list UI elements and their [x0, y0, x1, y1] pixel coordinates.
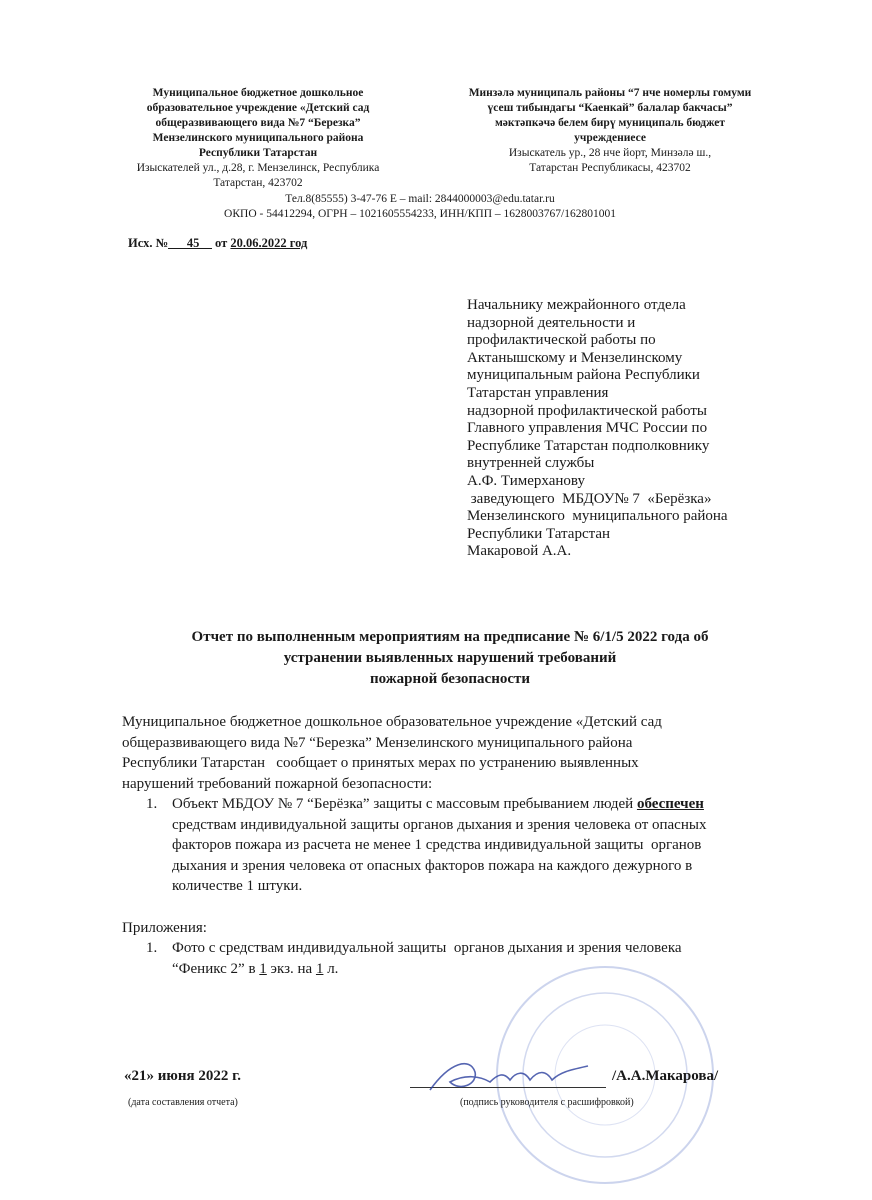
report-date: «21» июня 2022 г.	[124, 1068, 241, 1084]
outgoing-from: от	[215, 236, 228, 250]
header-right-block	[440, 86, 780, 176]
title-line: пожарной безопасности	[369, 671, 531, 687]
outgoing-date: 20.06.2022 год	[230, 236, 308, 250]
addressee-line: надзорной деятельности и	[467, 314, 636, 331]
intro-line: Муниципальное бюджетное дошкольное образовательное учреждение «Детский сад	[122, 714, 662, 730]
org-name-line: Республики Татарстан	[198, 147, 318, 159]
list-item-number: 1.	[146, 796, 158, 812]
addressee-line: Республике Татарстан подполковнику	[467, 437, 710, 454]
item-text: факторов пожара из расчета не менее 1 средства индивидуальной защиты органов	[172, 837, 702, 853]
org-name-tat-line: үсеш тибындагы “Каенкай” балалар бакчасы”	[487, 102, 733, 114]
attachment-count: 1	[259, 960, 267, 977]
contact-registry-codes: ОКПО - 54412294, ОГРН – 1021605554233, ИНН/КПП – 1628003767/162801001	[224, 208, 616, 220]
addressee-block	[467, 297, 807, 561]
addressee-line: муниципальным района Республики	[467, 367, 700, 384]
item-text: Объект МБДОУ № 7 “Берёзка” защиты с массовым пребыванием людей	[172, 796, 637, 812]
addressee-line: Главного управления МЧС России по	[467, 420, 708, 437]
signer-name: /А.А.Макарова/	[612, 1068, 719, 1084]
org-address-tat-line: Изыскатель ур., 28 нче йорт, Минзәлә ш.,	[508, 147, 712, 159]
addressee-line: Мензелинского муниципального района	[467, 508, 728, 525]
addressee-line: Актанышскому и Мензелинскому	[467, 349, 683, 366]
addressee-line: Татарстан управления	[467, 384, 609, 401]
org-name-line: Муниципальное бюджетное дошкольное	[152, 87, 364, 99]
addressee-line: профилактической работы по	[467, 332, 656, 349]
addressee-line: заведующего МБДОУ№ 7 «Берёзка»	[467, 490, 712, 507]
item-text: средствам индивидуальной защиты органов дыхания и зрения человека от опасных	[172, 816, 707, 833]
attachment-text: л.	[323, 960, 339, 977]
measures-list	[122, 794, 802, 897]
document-title	[120, 627, 780, 690]
org-address-tat-line: Татарстан Республикасы, 423702	[529, 162, 691, 174]
title-line: устранении выявленных нарушений требований	[283, 650, 617, 666]
attachment-text: экз. на	[266, 960, 316, 977]
contacts-block	[150, 192, 690, 222]
list-item-number: 1.	[146, 940, 158, 956]
outgoing-reference	[128, 236, 307, 251]
org-name-line: образовательное учреждение «Детский сад	[146, 102, 370, 114]
org-name-tat-line: мәктәпкәчә белем бирү муниципаль бюджет	[494, 117, 726, 129]
addressee-line: А.Ф. Тимерханову	[467, 472, 585, 489]
item-emphasis: обеспечен	[636, 796, 704, 812]
item-text: дыхания и зрения человека от опасных факторов пожара на каждого дежурного в	[172, 857, 693, 874]
addressee-line: Начальнику межрайонного отдела	[467, 297, 686, 313]
attachments-label: Приложения:	[122, 919, 207, 936]
addressee-line: Республики Татарстан	[467, 525, 611, 542]
org-name-line: Мензелинского муниципального района	[152, 132, 364, 144]
addressee-line: Макаровой А.А.	[467, 543, 572, 560]
attachment-text: “Феникс 2” в	[172, 960, 260, 977]
org-name-tat-line: учреждениесе	[574, 132, 646, 144]
org-address-line: Татарстан, 423702	[213, 177, 303, 189]
org-name-line: общеразвивающего вида №7 “Березка”	[155, 117, 361, 129]
addressee-line: внутренней службы	[467, 455, 595, 472]
intro-line: общеразвивающего вида №7 “Березка” Мензелинского муниципального района	[122, 734, 633, 751]
title-line: Отчет по выполненным мероприятиям на предписание № 6/1/5 2022 года об	[191, 629, 709, 645]
list-item	[122, 794, 802, 897]
report-date-caption: (дата составления отчета)	[128, 1097, 238, 1108]
intro-line: Республики Татарстан сообщает о принятых мерах по устранению выявленных	[122, 755, 639, 771]
attachment-text: Фото с средствам индивидуальной защиты органов дыхания и зрения человека	[172, 940, 682, 956]
contact-phone-email: Тел.8(85555) 3-47-76 Е – mail: 2844000003@edu.tatar.ru	[285, 193, 555, 205]
intro-line: нарушений требований пожарной безопасности:	[122, 775, 433, 792]
addressee-line: надзорной профилактической работы	[467, 402, 707, 419]
signature-image	[420, 1052, 610, 1100]
outgoing-number: ___45__	[168, 236, 212, 250]
org-address-line: Изыскателей ул., д.28, г. Мензелинск, Республика	[136, 162, 380, 174]
item-text: количестве 1 штуки.	[172, 878, 303, 894]
outgoing-prefix: Исх. №	[128, 236, 169, 250]
attachment-pages: 1	[315, 960, 324, 977]
header-left-block	[108, 86, 408, 191]
org-name-tat-line: Минзәлә муниципаль районы “7 нче номерлы гомуми	[468, 87, 752, 99]
document-body	[122, 712, 802, 979]
signature-caption: (подпись руководителя с расшифровкой)	[460, 1097, 634, 1108]
